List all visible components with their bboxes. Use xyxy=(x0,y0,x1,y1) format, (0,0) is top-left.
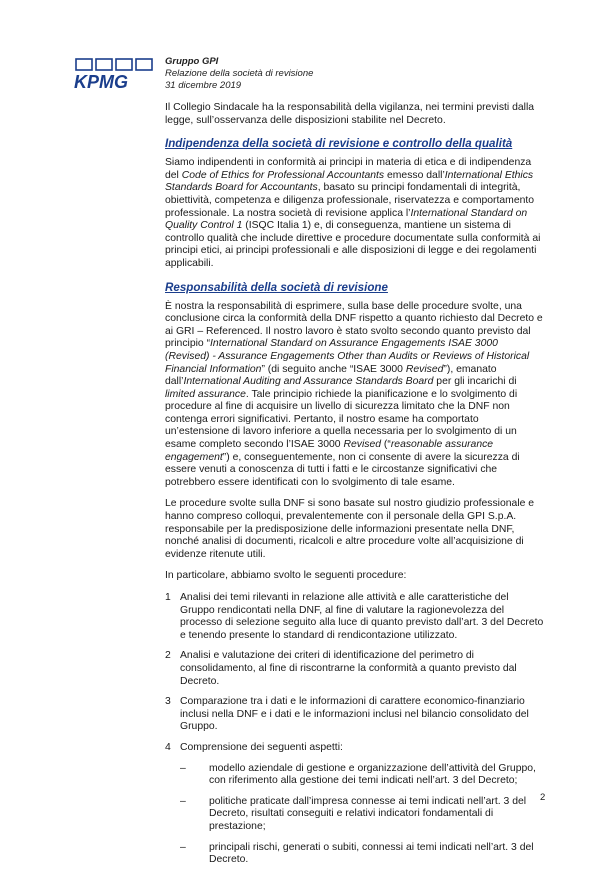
aspect-text: principali rischi, generati o subiti, connessi ai temi indicati nell’art. 3 del Decreto. xyxy=(209,841,534,866)
procedures-intro: In particolare, abbiamo svolto le seguenti procedure: xyxy=(165,570,407,582)
procedures-basis-paragraph: Le procedure svolte sulla DNF si sono basate sul nostro giudizio professionale e hanno compreso colloqui, prevalentemente con il personale della GPI S.p.A. responsabile per la predisposizione delle informazioni presentate nella DNF, nonché analisi di documenti, ricalcoli e altre procedure volte all’acquisizione di evidenze ritenute utili. xyxy=(165,498,535,560)
report-title: Relazione della società di revisione xyxy=(165,68,314,79)
procedure-text: Comprensione dei seguenti aspetti: xyxy=(180,741,343,753)
procedure-item xyxy=(165,592,545,642)
intro-paragraph: Il Collegio Sindacale ha la responsabilità della vigilanza, nei termini previsti dalla legge, sull’osservanza delle disposizioni stabilite nel Decreto. xyxy=(165,102,535,126)
aspect-text: modello aziendale di gestione e organizzazione dell’attività del Gruppo, con riferimento alla gestione dei temi indicati nell’art. 3 del Decreto; xyxy=(209,762,536,787)
document-body xyxy=(165,102,545,875)
procedures-list xyxy=(165,592,545,867)
dash-bullet: – xyxy=(180,795,186,807)
procedure-text: Analisi dei temi rilevanti in relazione alle attività e alle caratteristiche del Gruppo rendicontati nella DNF, al fine di valutare la ragionevolezza del processo di selezione seguito alla luce di quanto previsto dall’art. 3 del Decreto e tenendo presente lo standard di rendicontazione utilizzato. xyxy=(180,592,544,641)
procedure-number: 1 xyxy=(165,592,171,603)
aspects-list xyxy=(180,763,545,867)
dash-bullet: – xyxy=(180,841,186,853)
report-date: 31 dicembre 2019 xyxy=(165,80,242,91)
procedure-number: 3 xyxy=(165,696,171,708)
document-header xyxy=(165,56,313,92)
procedure-item xyxy=(165,696,545,734)
kpmg-logo xyxy=(74,58,156,90)
procedure-item xyxy=(165,742,545,867)
responsibility-heading: Responsabilità della società di revisione xyxy=(165,280,388,294)
svg-text:KPMG: KPMG xyxy=(74,72,128,90)
procedure-number: 2 xyxy=(165,650,171,662)
aspect-item xyxy=(180,796,545,834)
company-name: Gruppo GPI xyxy=(165,56,219,67)
page-number: 2 xyxy=(540,792,546,803)
responsibility-paragraph: È nostra la responsabilità di esprimere, sulla base delle procedure svolte, una conclusione circa la conformità della DNF rispetto a quanto richiesto dal Decreto e ai GRI – Referenced. Il nostro lavoro è stato svolto secondo quanto previsto dal principio “International Standard on Assurance Engagements ISAE 3000 (Revised) - Assurance Engagements Other than Audits or Reviews of Historical Financial Information” (di seguito anche “ISAE 3000 Revised”), emanato dall’International Auditing and Assurance Standards Board per gli incarichi di limited assurance. Tale principio richiede la pianificazione e lo svolgimento di procedure al fine di acquisire un livello di sicurezza limitato che la DNF non contenga errori significativi. Pertanto, il nostro esame ha comportato un’estensione di lavoro inferiore a quella necessaria per lo svolgimento di un esame completo secondo l’ISAE 3000 Revised (“reasonable assurance engagement”) e, conseguentemente, non ci consente di avere la sicurezza di essere venuti a conoscenza di tutti i fatti e le circostanze significativi che potrebbero essere identificati con lo svolgimento di tale esame. xyxy=(165,300,543,488)
aspect-item xyxy=(180,842,545,867)
procedure-number: 4 xyxy=(165,741,171,753)
procedure-text: Comparazione tra i dati e le informazioni di carattere economico-finanziario inclusi nella DNF e i dati e le informazioni inclusi nel bilancio consolidato del Gruppo. xyxy=(180,696,529,733)
aspect-item xyxy=(180,763,545,788)
independence-heading: Indipendenza della società di revisione e controllo della qualità xyxy=(165,137,513,151)
dash-bullet: – xyxy=(180,762,186,774)
procedure-item xyxy=(165,650,545,688)
procedure-text: Analisi e valutazione dei criteri di identificazione del perimetro di consolidamento, al fine di riscontrarne la conformità a quanto previsto dal Decreto. xyxy=(180,650,517,687)
independence-paragraph: Siamo indipendenti in conformità ai principi in materia di etica e di indipendenza del Code of Ethics for Professional Accountants emesso dall’International Ethics Standards Board for Accountants, basato su principi fondamentali di integrità, obiettività, competenza e diligenza professionale, riservatezza e comportamento professionale. La nostra società di revisione applica l’International Standard on Quality Control 1 (ISQC Italia 1) e, di conseguenza, mantiene un sistema di controllo qualità che include direttive e procedure documentate sulla conformità ai principi etici, ai principi professionali e alle disposizioni di legge e dei regolamenti applicabili. xyxy=(165,157,541,269)
aspect-text: politiche praticate dall’impresa connesse ai temi indicati nell’art. 3 del Decreto, risultati conseguiti e relativi indicatori fondamentali di prestazione; xyxy=(209,795,527,832)
